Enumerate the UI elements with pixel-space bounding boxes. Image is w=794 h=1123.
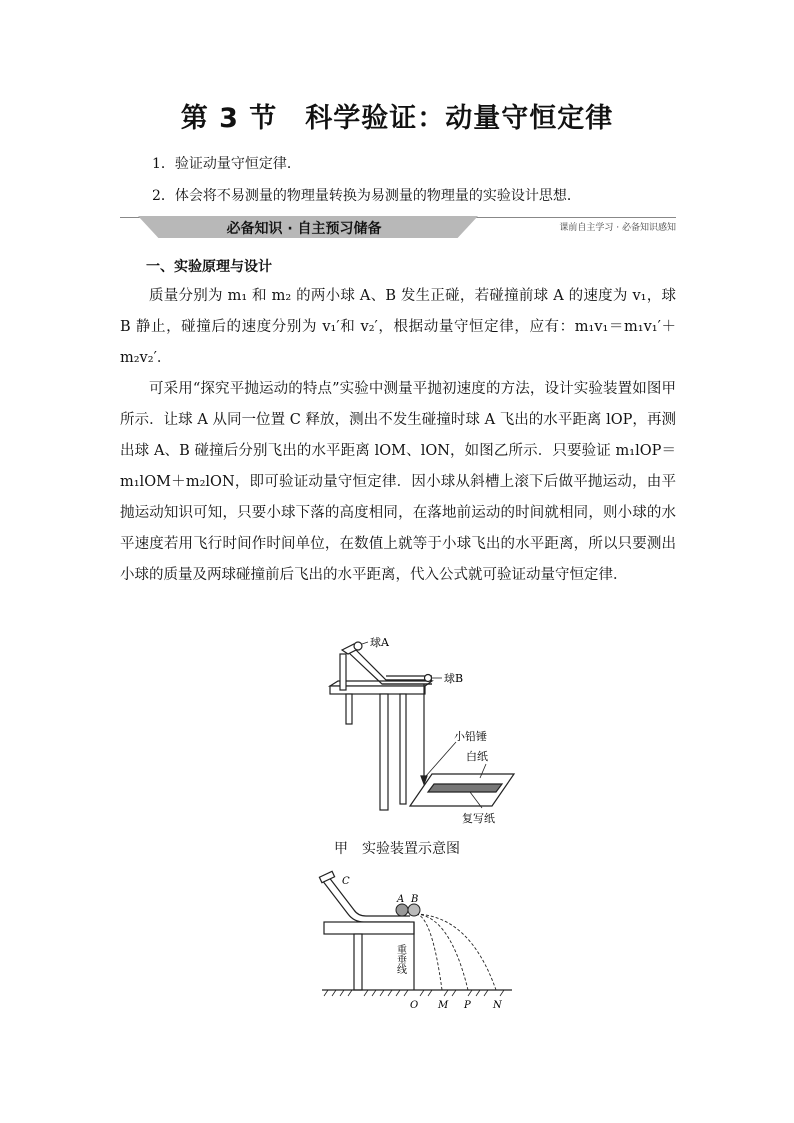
label-white-paper: 白纸 — [466, 750, 488, 763]
label-p: P — [464, 1000, 471, 1011]
label-a: A — [397, 894, 405, 905]
label-ball-b: 球B — [444, 672, 464, 685]
banner-subtitle: 课前自主学习 · 必备知识感知 — [559, 223, 676, 233]
paragraph-1: 质量分别为 m₁ 和 m₂ 的两小球 A、B 发生正碰，若碰撞前球 A 的速度为 v₁，球 B 静止，碰撞后的速度分别为 v₁′和 v₂′，根据动量守恒定律，应有：m₁v₁＝m₁v₁′＋m₂v₂′． — [120, 288, 676, 366]
ball-a-mark — [354, 642, 362, 650]
label-b: B — [411, 894, 419, 905]
label-o: O — [410, 1000, 419, 1011]
ball-b-mark — [408, 904, 420, 916]
paragraph-2: 可采用“探究平抛运动的特点”实验中测量平抛初速度的方法，设计实验装置如图甲所示．让球 A 从同一位置 C 释放，测出不发生碰撞时球 A 飞出的水平距离 lOP，再测出球 A、B 碰撞后分别飞出的水平距离 lOM、lON，如图乙所示．只要验证 m₁lOP＝m₁lOM＋m₂lON，即可验证动量守恒定律．因小球从斜槽上滚下后做平抛运动，由平抛运动知识可知，只要小球下落的高度相同，在落地前运动的时间就相同，则小球的水平速度若用飞行时间作时间单位，在数值上就等于小球飞出的水平距离，所以只要测出小球的质量及两球碰撞前后飞出的水平距离，代入公式就可验证动量守恒定律． — [120, 381, 676, 583]
label-plumb: 小铅锤 — [454, 730, 487, 743]
section-heading: 一、实验原理与设计 — [146, 259, 272, 275]
ball-a-mark — [396, 904, 408, 916]
label-n: N — [493, 1000, 502, 1011]
label-carbon-paper: 复写纸 — [462, 812, 495, 825]
figure-caption: 甲 实验装置示意图 — [334, 841, 460, 857]
learning-goal-1: 1．验证动量守恒定律． — [152, 156, 301, 172]
label-m: M — [438, 1000, 449, 1011]
paragraph-design — [120, 374, 676, 591]
label-plumb-line: 重垂线 — [394, 944, 406, 974]
banner-label: 必备知识 · 自主预习储备 — [226, 221, 382, 237]
ball-b-mark — [425, 675, 432, 682]
figure-trajectories — [318, 866, 518, 1016]
learning-goal-2: 2．体会将不易测量的物理量转换为易测量的物理量的实验设计思想． — [152, 188, 581, 204]
page-title: 第 3 节 科学验证：动量守恒定律 — [180, 103, 614, 134]
paragraph-principle — [120, 281, 676, 374]
section-banner — [120, 212, 676, 240]
figure-apparatus — [320, 636, 520, 828]
label-ball-a: 球A — [370, 636, 389, 649]
label-c: C — [342, 876, 350, 887]
